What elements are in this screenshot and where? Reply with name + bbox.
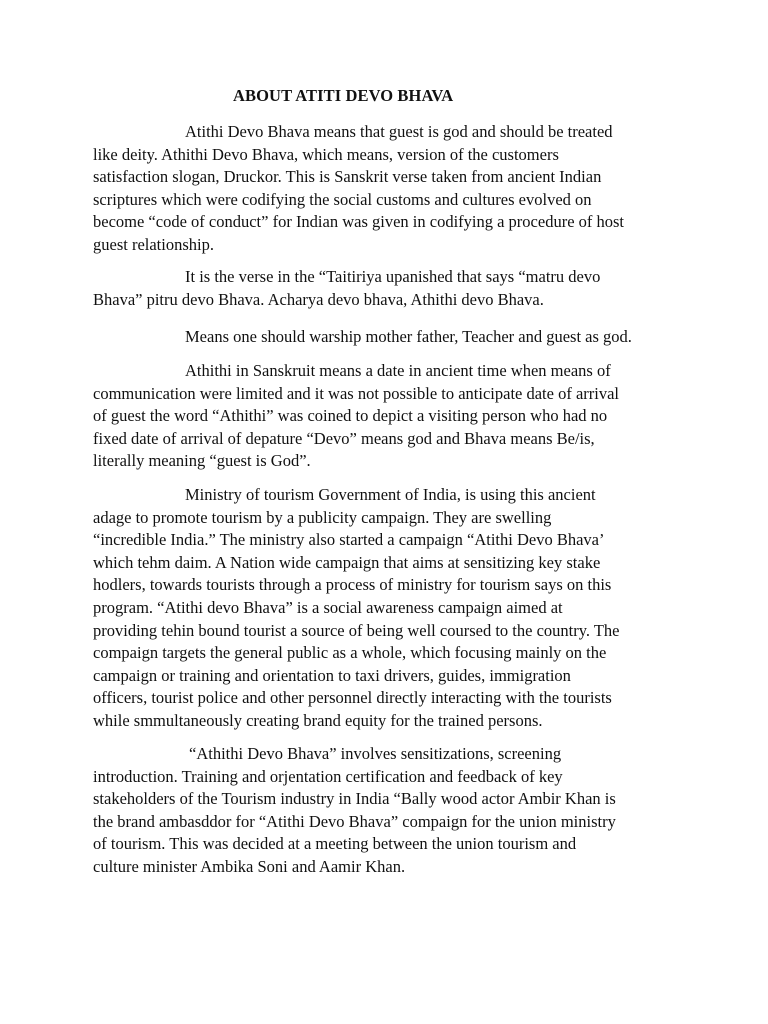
text-line: which tehm daim. A Nation wide campaign that aims at sensitizing key stake: [93, 552, 601, 572]
text-line: communication were limited and it was not possible to anticipate date of arrival: [93, 383, 620, 403]
text-line: become “code of conduct” for Indian was given in codifying a procedure of host: [93, 212, 625, 232]
text-line: scriptures which were codifying the social customs and cultures evolved on: [93, 189, 592, 209]
document-title: ABOUT ATITI DEVO BHAVA: [233, 86, 454, 105]
text-line: introduction. Training and orjentation certification and feedback of key: [93, 766, 563, 786]
text-line: satisfaction slogan, Druckor. This is Sanskrit verse taken from ancient Indian: [93, 167, 602, 187]
text-line: compaign targets the general public as a whole, which focusing mainly on the: [93, 643, 607, 663]
text-line: Ministry of tourism Government of India, is using this ancient: [185, 485, 596, 504]
text-line: like deity. Athithi Devo Bhava, which means, version of the customers: [93, 144, 559, 164]
text-line: It is the verse in the “Taitiriya upanished that says “matru devo: [185, 267, 601, 286]
text-line: officers, tourist police and other personnel directly interacting with the tourists: [93, 688, 612, 708]
paragraph-4: [93, 360, 685, 473]
text-line: culture minister Ambika Soni and Aamir Khan.: [93, 856, 406, 876]
text-line: “incredible India.” The ministry also started a campaign “Atithi Devo Bhava’: [93, 530, 605, 550]
text-line: Atithi Devo Bhava means that guest is god and should be treated: [185, 122, 613, 141]
text-line: while smmultaneously creating brand equity for the trained persons.: [93, 710, 543, 730]
text-line: Means one should warship mother father, Teacher and guest as god.: [185, 327, 632, 346]
text-line: adage to promote tourism by a publicity campaign. They are swelling: [93, 507, 552, 527]
text-line: hodlers, towards tourists through a process of ministry for tourism says on this: [93, 575, 612, 595]
paragraph-6: [93, 743, 685, 879]
text-line: “Athithi Devo Bhava” involves sensitizations, screening: [189, 744, 562, 763]
text-line: the brand ambasddor for “Atithi Devo Bhava” compaign for the union ministry: [93, 811, 616, 831]
text-line: campaign or training and orientation to taxi drivers, guides, immigration: [93, 665, 571, 685]
text-line: literally meaning “guest is God”.: [93, 451, 311, 471]
paragraph-2: [93, 266, 685, 311]
paragraph-5: [93, 484, 685, 733]
text-line: program. “Atithi devo Bhava” is a social awareness campaign aimed at: [93, 597, 563, 617]
text-line: of tourism. This was decided at a meeting between the union tourism and: [93, 834, 577, 854]
text-line: fixed date of arrival of depature “Devo” means god and Bhava means Be/is,: [93, 428, 595, 448]
text-line: of guest the word “Athithi” was coined to depict a visiting person who had no: [93, 406, 608, 426]
text-line: stakeholders of the Tourism industry in India “Bally wood actor Ambir Khan is: [93, 789, 616, 809]
text-line: guest relationship.: [93, 234, 214, 254]
text-line: providing tehin bound tourist a source of being well coursed to the country. The: [93, 620, 620, 640]
paragraph-1: [93, 121, 685, 257]
text-line: Athithi in Sanskruit means a date in ancient time when means of: [185, 361, 611, 380]
paragraph-3: [93, 326, 685, 349]
text-line: Bhava” pitru devo Bhava. Acharya devo bhava, Athithi devo Bhava.: [93, 289, 544, 309]
